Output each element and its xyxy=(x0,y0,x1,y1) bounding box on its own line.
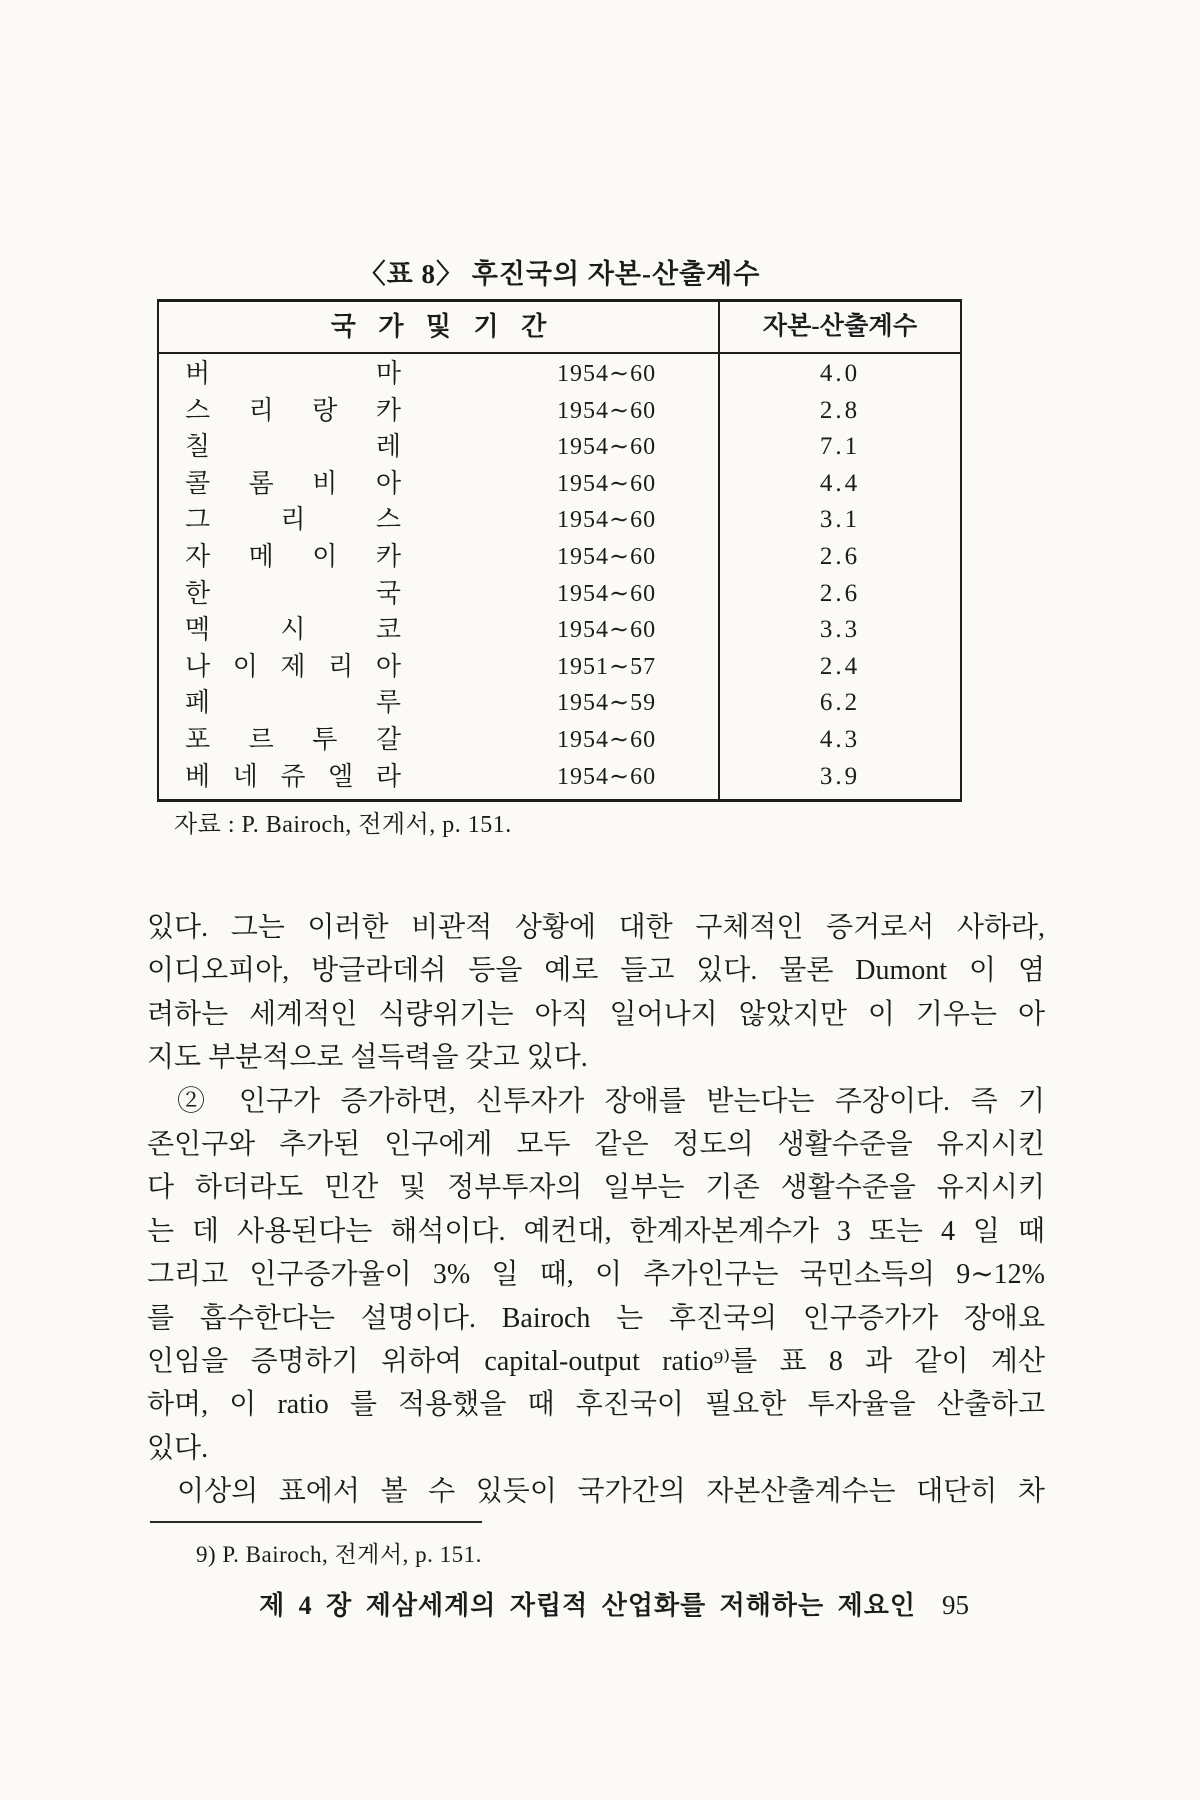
table-source-note: 자료 : P. Bairoch, 전게서, p. 151. xyxy=(174,812,512,838)
country-cell: 멕 시 코 xyxy=(185,615,401,645)
body-line: 존인구와 추가된 인구에게 모두 같은 정도의 생활수준을 유지시킨 xyxy=(147,1128,1045,1160)
country-cell: 포 르 투 갈 xyxy=(185,724,401,754)
period-cell: 1954∼60 xyxy=(557,470,657,497)
period-cell: 1954∼60 xyxy=(557,580,657,607)
body-line: 있다. 그는 이러한 비관적 상황에 대한 구체적인 증거로서 사하라, xyxy=(147,912,1045,943)
body-line: 있다. xyxy=(147,1432,209,1464)
period-cell: 1954∼60 xyxy=(557,543,657,570)
ratio-cell: 4.3 xyxy=(819,725,861,753)
period-cell: 1954∼60 xyxy=(557,763,657,790)
body-text xyxy=(147,906,1045,1513)
country-cell: 베 네 쥬 엘 라 xyxy=(185,761,401,791)
period-cell: 1954∼59 xyxy=(557,690,657,717)
body-line: 그리고 인구증가율이 3% 일 때, 이 추가인구는 국민소득의 9∼12% xyxy=(147,1259,1045,1291)
country-cell: 그 리 스 xyxy=(185,505,401,535)
ratio-cell: 4.4 xyxy=(819,469,861,497)
ratio-cell: 3.1 xyxy=(819,506,861,534)
table-row xyxy=(159,576,960,613)
ratio-cell: 3.3 xyxy=(819,616,861,644)
ratio-cell: 2.6 xyxy=(819,542,861,570)
body-line: 를 흡수한다는 설명이다. Bairoch 는 후진국의 인구증가가 장애요 xyxy=(147,1302,1045,1334)
table-row xyxy=(159,649,960,686)
ratio-cell: 2.8 xyxy=(819,396,861,424)
body-line: 인임을 증명하기 위하여 capital-output ratio⁹⁾를 표 8 과 같이 계산 xyxy=(147,1345,1045,1377)
table-row xyxy=(159,393,960,430)
table-row xyxy=(159,502,960,539)
ratio-cell: 3.9 xyxy=(819,762,861,790)
period-cell: 1954∼60 xyxy=(557,397,657,424)
table-caption: 〈표 8〉 후진국의 자본-산출계수 xyxy=(358,259,761,289)
footer-chapter-title: 제 4 장 제삼세계의 자립적 산업화를 저해하는 제요인 xyxy=(259,1591,916,1620)
table-row xyxy=(159,612,960,649)
country-cell: 나 이 제 리 아 xyxy=(185,651,401,681)
table-row xyxy=(159,429,960,466)
body-line: 이상의 표에서 볼 수 있듯이 국가간의 자본산출계수는 대단히 차 xyxy=(177,1476,1045,1508)
body-line: 하며, 이 ratio 를 적용했을 때 후진국이 필요한 투자율을 산출하고 xyxy=(147,1389,1045,1421)
ratio-cell: 2.6 xyxy=(819,579,861,607)
body-line: 다 하더라도 민간 및 정부투자의 일부는 기존 생활수준을 유지시키 xyxy=(147,1172,1045,1204)
country-cell: 한 국 xyxy=(185,578,401,608)
period-cell: 1954∼60 xyxy=(557,434,657,461)
period-cell: 1954∼60 xyxy=(557,361,657,387)
table-row xyxy=(159,685,960,722)
table-header-ratio: 자 본-산 출 계 수 xyxy=(762,313,918,340)
period-cell: 1954∼60 xyxy=(557,617,657,644)
table-row xyxy=(159,466,960,503)
footer-page-number: 95 xyxy=(942,1590,969,1620)
body-line: 지도 부분적으로 설득력을 갖고 있다. xyxy=(147,1042,588,1074)
footnote: 9) P. Bairoch, 전게서, p. 151. xyxy=(196,1542,482,1567)
body-line: 이디오피아, 방글라데쉬 등을 예로 들고 있다. 물론 Dumont 이 염 xyxy=(147,955,1045,987)
body-line: 는 데 사용된다는 해석이다. 예컨대, 한계자본계수가 3 또는 4 일 때 xyxy=(147,1215,1045,1247)
country-cell: 버 마 xyxy=(185,359,401,388)
country-cell: 칠 레 xyxy=(185,432,401,462)
table-row xyxy=(159,722,960,759)
capital-output-table xyxy=(157,299,962,802)
period-cell: 1954∼60 xyxy=(557,726,657,753)
ratio-cell: 7.1 xyxy=(819,433,861,461)
country-cell: 자 메 이 카 xyxy=(185,541,401,571)
table-row xyxy=(159,539,960,576)
body-line: 려하는 세계적인 식량위기는 아직 일어나지 않았지만 이 기우는 아 xyxy=(147,998,1045,1030)
country-cell: 페 루 xyxy=(185,688,401,718)
table-header-country-period: 국 가 및 기 간 xyxy=(330,312,547,341)
table-header-row xyxy=(159,302,960,354)
period-cell: 1954∼60 xyxy=(557,507,657,534)
footnote-divider xyxy=(150,1521,482,1523)
ratio-cell: 2.4 xyxy=(819,652,861,680)
country-cell: 콜 롬 비 아 xyxy=(185,468,401,498)
ratio-cell: 6.2 xyxy=(819,689,861,717)
period-cell: 1951∼57 xyxy=(557,653,657,680)
country-cell: 스 리 랑 카 xyxy=(185,395,401,425)
table-row xyxy=(159,356,960,393)
ratio-cell: 4.0 xyxy=(819,360,861,387)
body-line: ② 인구가 증가하면, 신투자가 장애를 받는다는 주장이다. 즉 기 xyxy=(177,1085,1045,1117)
table-body xyxy=(159,354,960,799)
running-footer xyxy=(157,1585,969,1622)
table-row xyxy=(159,759,960,796)
